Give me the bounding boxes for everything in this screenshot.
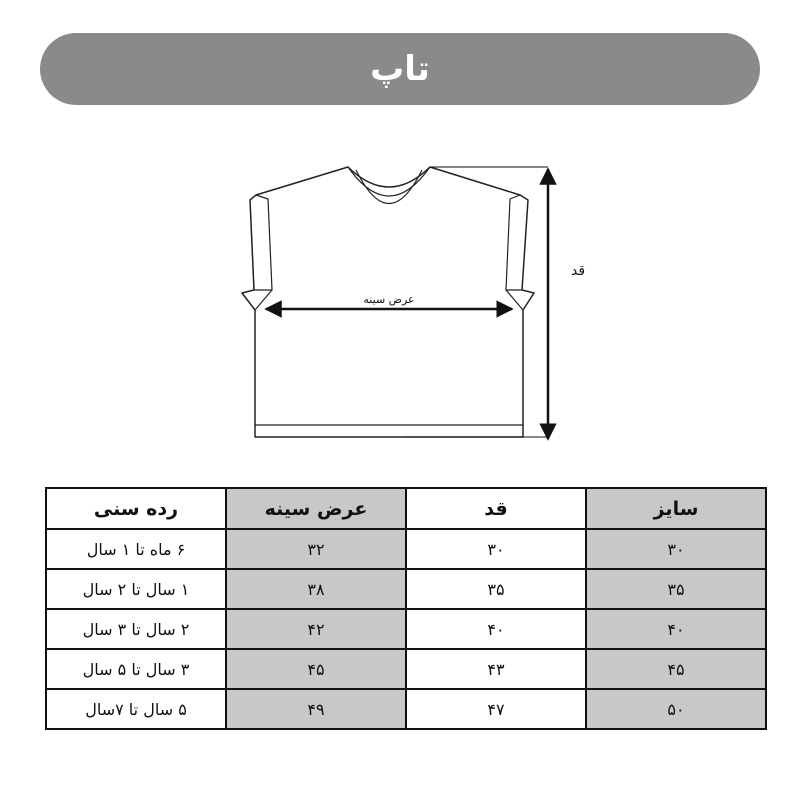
cell-height: ۳۵ [406, 569, 586, 609]
cell-chest: ۴۵ [226, 649, 406, 689]
chest-label: عرض سینه [363, 293, 415, 306]
cell-chest: ۴۲ [226, 609, 406, 649]
cell-age: ۶ ماه تا ۱ سال [46, 529, 226, 569]
top-sketch [220, 125, 600, 455]
cell-chest: ۳۲ [226, 529, 406, 569]
cell-size: ۴۰ [586, 609, 766, 649]
header-chest: عرض سینه [226, 488, 406, 529]
header-size: سایز [586, 488, 766, 529]
header-age: رده سنی [46, 488, 226, 529]
page-title: تاپ [370, 49, 430, 89]
header-height: قد [406, 488, 586, 529]
cell-height: ۴۰ [406, 609, 586, 649]
table-row [46, 689, 766, 729]
cell-height: ۳۰ [406, 529, 586, 569]
cell-size: ۳۵ [586, 569, 766, 609]
garment-diagram [220, 125, 600, 455]
table-row [46, 609, 766, 649]
cell-age: ۳ سال تا ۵ سال [46, 649, 226, 689]
size-table [45, 487, 767, 730]
cell-age: ۲ سال تا ۳ سال [46, 609, 226, 649]
cell-size: ۵۰ [586, 689, 766, 729]
table-row [46, 569, 766, 609]
cell-height: ۴۷ [406, 689, 586, 729]
height-label: قد [570, 263, 586, 279]
cell-age: ۵ سال تا ۷سال [46, 689, 226, 729]
cell-chest: ۳۸ [226, 569, 406, 609]
table-row [46, 649, 766, 689]
table-row [46, 529, 766, 569]
table-header-row [46, 488, 766, 529]
title-bar [40, 33, 760, 105]
cell-height: ۴۳ [406, 649, 586, 689]
cell-chest: ۴۹ [226, 689, 406, 729]
cell-size: ۴۵ [586, 649, 766, 689]
cell-age: ۱ سال تا ۲ سال [46, 569, 226, 609]
cell-size: ۳۰ [586, 529, 766, 569]
